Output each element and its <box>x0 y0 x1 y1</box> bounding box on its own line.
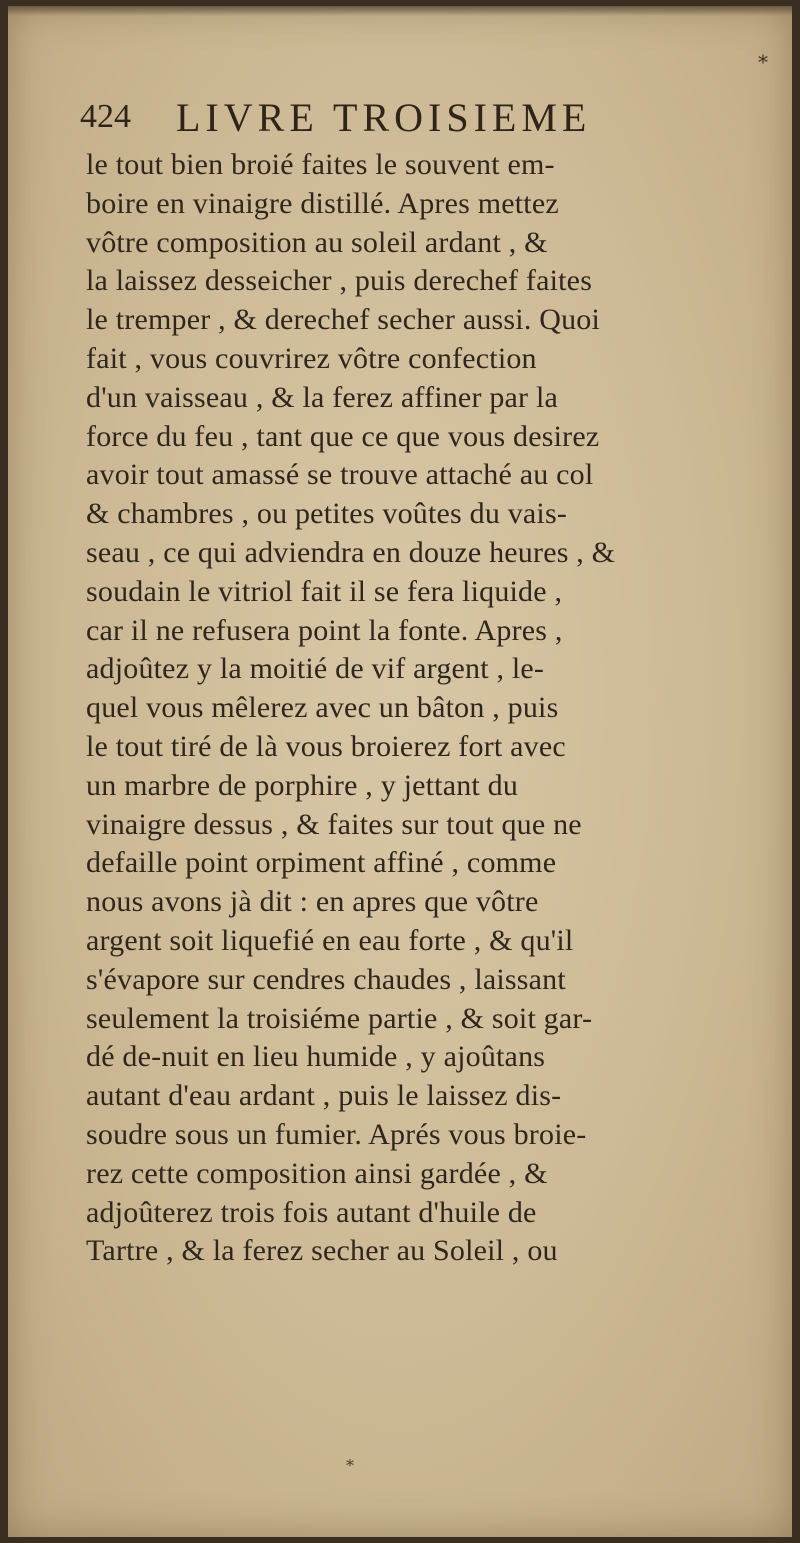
footer-mark: * <box>346 1456 354 1475</box>
page-top-edge <box>8 6 792 16</box>
text-line: boire en vinaigre distillé. Apres mettez <box>86 186 559 220</box>
page-corner-mark: * <box>758 50 768 74</box>
text-line: force du feu , tant que ce que vous desirez <box>86 419 600 453</box>
text-line: argent soit liquefié en eau forte , & qu'il <box>86 923 574 957</box>
text-line: seau , ce qui adviendra en douze heures , & <box>86 535 616 569</box>
text-line: le tout bien broié faites le souvent em- <box>86 148 555 181</box>
text-line: autant d'eau ardant , puis le laissez dis- <box>86 1079 562 1113</box>
text-line: adjoûtez y la moitié de vif argent , le- <box>86 652 545 686</box>
text-line: soudre sous un fumier. Aprés vous broie- <box>86 1117 587 1151</box>
text-line: d'un vaisseau , & la ferez affiner par la <box>86 380 558 414</box>
text-line: la laissez desseicher , puis derechef faites <box>86 264 593 298</box>
text-line: defaille point orpiment affiné , comme <box>86 846 557 880</box>
book-page <box>8 6 792 1537</box>
text-line: un marbre de porphire , y jettant du <box>86 768 519 802</box>
text-line: le tout tiré de là vous broierez fort avec <box>86 729 566 763</box>
page-number: 424 <box>80 98 131 135</box>
body-text <box>86 146 746 1271</box>
text-line: fait , vous couvrirez vôtre confection <box>86 341 537 375</box>
text-line: quel vous mêlerez avec un bâton , puis <box>86 691 559 725</box>
text-line: soudain le vitriol fait il se fera liquide , <box>86 574 563 608</box>
text-line: vôtre composition au soleil ardant , & <box>86 225 548 259</box>
text-line: & chambres , ou petites voûtes du vais- <box>86 497 568 531</box>
text-line: car il ne refusera point la fonte. Apres , <box>86 613 563 647</box>
text-line: nous avons jà dit : en apres que vôtre <box>86 885 539 919</box>
text-line: avoir tout amassé se trouve attaché au col <box>86 458 594 492</box>
text-line: seulement la troisiéme partie , & soit gar- <box>86 1001 593 1035</box>
text-line: le tremper , & derechef secher aussi. Quoi <box>86 303 601 337</box>
text-line: rez cette composition ainsi gardée , & <box>86 1156 548 1190</box>
text-line: adjoûterez trois fois autant d'huile de <box>86 1195 537 1229</box>
text-line: dé de-nuit en lieu humide , y ajoûtans <box>86 1040 546 1074</box>
text-line: vinaigre dessus , & faites sur tout que ne <box>86 807 582 841</box>
page-header <box>80 94 740 144</box>
text-line: s'évapore sur cendres chaudes , laissant <box>86 962 566 996</box>
text-line: Tartre , & la ferez secher au Soleil , ou <box>86 1234 558 1268</box>
running-title: LIVRE TROISIEME <box>176 95 592 140</box>
